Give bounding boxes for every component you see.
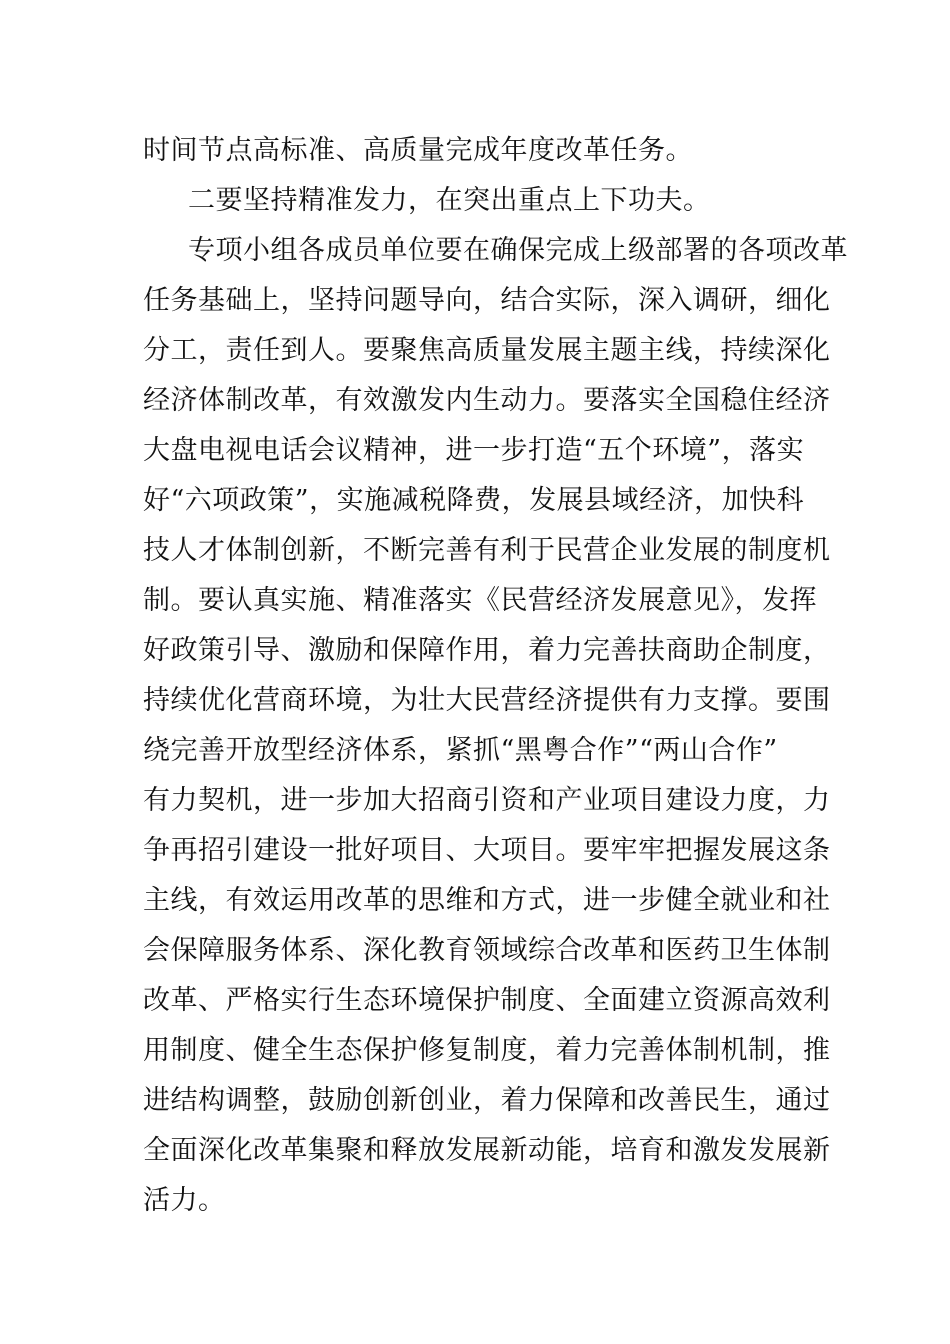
text-line: 时间节点高标准、高质量完成年度改革任务。 bbox=[143, 135, 693, 166]
text-line: 经济体制改革，有效激发内生动力。要落实全国稳住经济 bbox=[143, 385, 831, 416]
text-line: 进结构调整，鼓励创新创业，着力保障和改善民生，通过 bbox=[143, 1085, 831, 1116]
text-line: 技人才体制创新，不断完善有利于民营企业发展的制度机 bbox=[143, 535, 831, 566]
text-line: 持续优化营商环境，为壮大民营经济提供有力支撑。要围 bbox=[143, 685, 831, 716]
text-line: 用制度、健全生态保护修复制度，着力完善体制机制，推 bbox=[143, 1035, 831, 1066]
text-line: 分工，责任到人。要聚焦高质量发展主题主线，持续深化 bbox=[143, 335, 831, 366]
text-line: 会保障服务体系、深化教育领域综合改革和医药卫生体制 bbox=[143, 935, 831, 966]
text-line: 活力。 bbox=[143, 1185, 226, 1216]
text-line: 任务基础上，坚持问题导向，结合实际，深入调研，细化 bbox=[143, 285, 831, 316]
text-line: 有力契机，进一步加大招商引资和产业项目建设力度，力 bbox=[143, 785, 831, 816]
text-line: 争再招引建设一批好项目、大项目。要牢牢把握发展这条 bbox=[143, 835, 831, 866]
text-line: 制。要认真实施、精准落实《民营经济发展意见》，发挥 bbox=[143, 585, 817, 616]
text-line: 改革、严格实行生态环境保护制度、全面建立资源高效利 bbox=[143, 985, 831, 1016]
text-line: 好“六项政策”，实施减税降费，发展县域经济，加快科 bbox=[143, 485, 805, 516]
text-line: 主线，有效运用改革的思维和方式，进一步健全就业和社 bbox=[143, 885, 831, 916]
section-heading: 二要坚持精准发力，在突出重点上下功夫。 bbox=[188, 185, 711, 216]
text-line: 专项小组各成员单位要在确保完成上级部署的各项改革 bbox=[188, 235, 848, 266]
text-line: 好政策引导、激励和保障作用，着力完善扶商助企制度， bbox=[143, 635, 831, 666]
text-line: 全面深化改革集聚和释放发展新动能，培育和激发发展新 bbox=[143, 1135, 831, 1166]
text-line: 绕完善开放型经济体系，紧抓“黑粤合作”“两山合作” bbox=[143, 735, 778, 766]
text-line: 大盘电视电话会议精神，进一步打造“五个环境”，落实 bbox=[143, 435, 805, 466]
